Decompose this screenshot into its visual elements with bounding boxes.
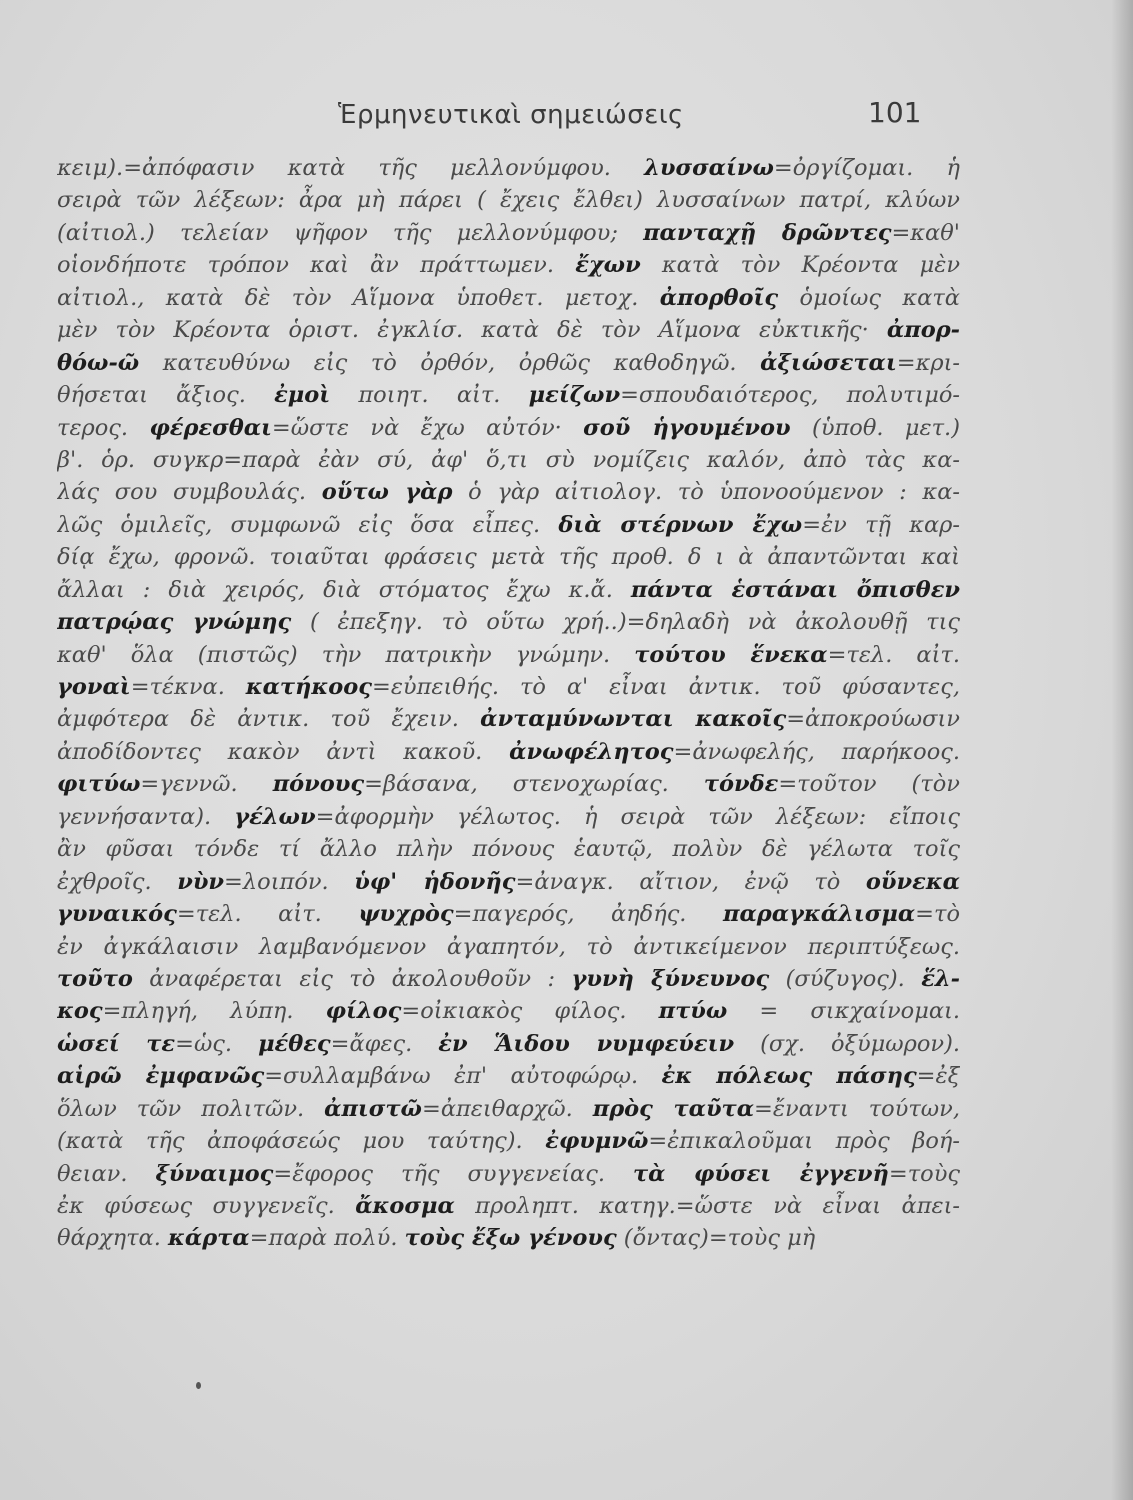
gloss-text: =εὐπειθής. τὸ α' εἶναι ἀντικ. τοῦ φύσαντες,: [372, 674, 960, 700]
gloss-text: ( ἐπεξηγ. τὸ οὕτω χρή..)=δηλαδὴ νὰ ἀκολουθῇ τις: [291, 609, 960, 636]
gloss-text: καθ' ὅλα (πιστῶς) τὴν πατρικὴν γνώμην.: [57, 641, 635, 668]
text-line: [57, 574, 960, 606]
gloss-text: =ἐπικαλοῦμαι πρὸς βοή-: [648, 1128, 960, 1155]
gloss-text: =βάσανα, στενοχωρίας.: [364, 771, 704, 798]
lemma-term: τοῦτο: [57, 965, 133, 992]
text-line: [57, 476, 960, 508]
gloss-text: ἂν φῦσαι τόνδε τί ἄλλο πλὴν πόνους ἑαυτῷ, πολὺν δὲ γέλωτα τοῖς: [57, 836, 960, 863]
gloss-text: =ἐν τῇ καρ-: [802, 511, 960, 538]
text-line: [57, 249, 960, 281]
gloss-text: ἄλλαι : διὰ χειρός, διὰ στόματος ἔχω κ.ἄ.: [57, 576, 631, 603]
gloss-text: =τελ. αἰτ.: [176, 901, 359, 928]
gloss-text: (κατὰ τῆς ἀποφάσεώς μου ταύτης).: [57, 1128, 546, 1155]
gloss-text: προληπτ. κατηγ.=ὥστε νὰ εἶναι ἀπει-: [454, 1193, 960, 1219]
gloss-text: =ἀποκρούωσιν: [786, 706, 960, 733]
gloss-text: γεννήσαντα).: [57, 803, 235, 830]
gloss-text: = σικχαίνομαι.: [727, 998, 960, 1025]
gloss-text: ἐχθροῖς.: [57, 868, 178, 895]
gloss-text: τερος.: [57, 414, 150, 441]
lemma-term: ψυχρὸς: [358, 901, 454, 928]
lemma-term: πτύω: [658, 998, 728, 1025]
lemma-term: σοῦ ἡγουμένου: [583, 414, 791, 441]
gloss-text: ἀποδίδοντες κακὸν ἀντὶ κακοῦ.: [57, 738, 510, 765]
running-header: [0, 96, 1133, 136]
gloss-text: =ὥστε νὰ ἔχω αὐτόν·: [271, 414, 584, 441]
gloss-text: =τέκνα.: [130, 674, 246, 700]
gloss-text: ὁμοίως κατὰ: [778, 284, 960, 311]
gloss-text: =ὡς.: [175, 1030, 259, 1057]
gloss-text: =γεννῶ.: [140, 771, 273, 798]
text-line: [57, 152, 960, 184]
gloss-text: (αἰτιολ.) τελείαν ψῆφον τῆς μελλονύμφου;: [57, 219, 644, 246]
lemma-term: ὑφ' ἡδονῆς: [354, 868, 516, 895]
lemma-term: διὰ στέρνων ἔχω: [558, 511, 803, 538]
lemma-term: γυνὴ ξύνευνος: [571, 965, 770, 992]
gloss-text: =τοὺς: [888, 1160, 960, 1187]
lemma-term: τόνδε: [703, 771, 779, 798]
text-line: [57, 1158, 960, 1190]
page-number: 101: [868, 96, 922, 129]
gloss-text: (σύζυγος).: [769, 965, 922, 992]
text-line: [57, 282, 960, 314]
lemma-term: πάντα ἑστάναι ὄπισθεν: [630, 576, 960, 603]
lemma-term: τούτου ἕνεκα: [634, 641, 828, 668]
gloss-text: =καθ': [891, 219, 960, 246]
gloss-text: μὲν τὸν Κρέοντα ὁριστ. ἐγκλίσ. κατὰ δὲ τὸν Αἵμονα εὐκτικῆς·: [57, 317, 887, 344]
lemma-term: θόω-ῶ: [57, 349, 140, 376]
gloss-text: (σχ. ὀξύμωρον).: [734, 1030, 960, 1057]
lemma-term: οὕνεκα: [865, 868, 960, 895]
text-line: [57, 866, 960, 898]
gloss-text: =οἰκιακὸς φίλος.: [401, 998, 659, 1025]
lemma-term: οὕτω γὰρ: [321, 479, 453, 506]
text-line: [57, 833, 960, 865]
text-line: [57, 1028, 960, 1060]
commentary-body: [57, 152, 960, 1255]
lemma-term: κάρτα: [168, 1225, 250, 1252]
gloss-text: =ὀργίζομαι. ἡ: [773, 155, 960, 181]
gloss-text: ἀναφέρεται εἰς τὸ ἀκολουθοῦν :: [132, 965, 572, 992]
gloss-text: =ἐξ: [916, 1063, 960, 1090]
lemma-term: πατρῴας γνώμης: [57, 609, 292, 636]
lemma-term: ἐκ πόλεως πάσης: [661, 1063, 917, 1090]
gloss-text: =πληγή, λύπη.: [102, 998, 326, 1025]
gloss-text: κειμ).=ἀπόφασιν κατὰ τῆς μελλονύμφου.: [57, 155, 645, 181]
gloss-text: =παγερός, ἀηδής.: [453, 901, 723, 928]
gloss-text: =ἔναντι τούτων,: [754, 1095, 960, 1122]
lemma-term: ἐν Ἅιδου νυμφεύειν: [438, 1030, 735, 1057]
lemma-term: ἀπιστῶ: [324, 1095, 422, 1122]
text-line: [57, 1125, 960, 1157]
running-title: Ἑρμηνευτικαὶ σημειώσεις: [338, 100, 684, 130]
lemma-term: φιτύω: [57, 771, 141, 798]
text-line: [57, 347, 960, 379]
lemma-term: κατήκοος: [245, 674, 372, 700]
lemma-term: μείζων: [528, 382, 621, 409]
text-line: [57, 541, 960, 573]
text-line: [57, 444, 960, 476]
lemma-term: τὰ φύσει ἐγγενῆ: [632, 1160, 889, 1187]
gloss-text: =τὸ: [915, 901, 960, 928]
gloss-text: =ἀπειθαρχῶ.: [421, 1095, 593, 1122]
text-line: [57, 412, 960, 444]
gloss-text: λῶς ὁμιλεῖς, συμφωνῶ εἰς ὅσα εἶπες.: [57, 511, 559, 538]
text-line: [57, 606, 960, 638]
gloss-text: ἐκ φύσεως συγγενεῖς.: [57, 1193, 356, 1219]
lemma-term: ἀνταμύνωνται κακοῖς: [480, 706, 787, 733]
text-line: [57, 1060, 960, 1092]
lemma-term: πανταχῇ δρῶντες: [643, 219, 892, 246]
lemma-term: ἐφυμνῶ: [545, 1128, 649, 1155]
lemma-term: τοὺς ἔξω γένους: [404, 1225, 617, 1252]
lemma-term: ἕλ-: [921, 965, 960, 992]
lemma-term: γυναικός: [57, 901, 177, 928]
text-line: [57, 1190, 960, 1222]
lemma-term: λυσσαίνω: [644, 155, 774, 181]
text-line: [57, 801, 960, 833]
text-line: [57, 703, 960, 735]
lemma-term: ἄκοσμα: [355, 1193, 455, 1219]
text-line: [57, 1222, 960, 1254]
gloss-text: =ἄφες.: [330, 1030, 439, 1057]
gloss-text: =ἔφορος τῆς συγγενείας.: [273, 1160, 633, 1187]
text-line: [57, 898, 960, 930]
gloss-text: κατὰ τὸν Κρέοντα μὲν: [640, 252, 960, 279]
text-line: [57, 217, 960, 249]
print-speck: [196, 1382, 201, 1389]
gloss-text: =συλλαμβάνω ἐπ' αὐτοφώρῳ.: [264, 1063, 662, 1090]
text-line: [57, 379, 960, 411]
gloss-text: ποιητ. αἰτ.: [330, 382, 529, 409]
lemma-term: ἀπορθοῖς: [659, 284, 779, 311]
gloss-text: δίᾳ ἔχω, φρονῶ. τοιαῦται φράσεις μετὰ τῆς προθ. δ ι ὰ ἀπαντῶνται καὶ: [57, 544, 960, 571]
text-line: [57, 995, 960, 1027]
lemma-term: ὡσεί τε: [57, 1030, 176, 1057]
gloss-text: αἰτιολ., κατὰ δὲ τὸν Αἵμονα ὑποθετ. μετοχ.: [57, 284, 660, 311]
lemma-term: ἀπορ-: [886, 317, 960, 344]
lemma-term: γέλων: [234, 803, 316, 830]
text-line: [57, 314, 960, 346]
gloss-text: ὁ γὰρ αἰτιολογ. τὸ ὑπονοούμενον : κα-: [452, 479, 960, 506]
gloss-text: ὅλων τῶν πολιτῶν.: [57, 1095, 325, 1122]
text-line: [57, 1093, 960, 1125]
lemma-term: παραγκάλισμα: [723, 901, 916, 928]
lemma-term: ἔχων: [575, 252, 641, 279]
gloss-text: λάς σου συμβουλάς.: [57, 479, 322, 506]
gloss-text: θήσεται ἄξιος.: [57, 382, 275, 409]
gloss-text: =ἀνωφελής, παρήκοος.: [673, 738, 960, 765]
text-line: [57, 963, 960, 995]
gloss-text: =παρὰ πολύ.: [249, 1225, 405, 1252]
lemma-term: νὺν: [177, 868, 225, 895]
gloss-text: ἀμφότερα δὲ ἀντικ. τοῦ ἔχειν.: [57, 706, 481, 733]
lemma-term: πρὸς ταῦτα: [592, 1095, 755, 1122]
lemma-term: μέθες: [258, 1030, 331, 1057]
gloss-text: =τοῦτον (τὸν: [778, 771, 960, 798]
lemma-term: ἀξιώσεται: [760, 349, 897, 376]
text-line: [57, 639, 960, 671]
lemma-term: κος: [57, 998, 103, 1025]
lemma-term: φέρεσθαι: [149, 414, 272, 441]
gloss-text: σειρὰ τῶν λέξεων: ἆρα μὴ πάρει ( ἔχεις ἔλθει) λυσσαίνων πατρί, κλύων: [57, 187, 960, 214]
gloss-text: =κρι-: [896, 349, 960, 376]
lemma-term: φίλος: [325, 998, 402, 1025]
gloss-text: θειαν.: [57, 1160, 156, 1187]
gloss-text: =λοιπόν.: [224, 868, 355, 895]
gloss-text: οἱονδήποτε τρόπον καὶ ἂν πράττωμεν.: [57, 252, 576, 279]
text-line: [57, 768, 960, 800]
lemma-term: πόνους: [272, 771, 365, 798]
gloss-text: (ὑποθ. μετ.): [790, 414, 960, 441]
text-line: [57, 931, 960, 963]
gloss-text: β'. ὁρ. συγκρ=παρὰ ἐὰν σύ, ἀφ' ὅ,τι σὺ νομίζεις καλόν, ἀπὸ τὰς κα-: [57, 446, 960, 473]
gloss-text: =τελ. αἰτ.: [827, 641, 960, 668]
text-line: [57, 671, 960, 703]
lemma-term: γοναὶ: [57, 674, 131, 700]
lemma-term: ξύναιμος: [155, 1160, 274, 1187]
text-line: [57, 509, 960, 541]
gloss-text: =ἀφορμὴν γέλωτος. ἡ σειρὰ τῶν λέξεων: εἴποις: [315, 803, 960, 830]
gloss-text: (ὄντας)=τοὺς μὴ: [616, 1225, 816, 1252]
gloss-text: θάρχητα.: [57, 1225, 169, 1252]
text-line: [57, 736, 960, 768]
lemma-term: αἱρῶ ἐμφανῶς: [57, 1063, 265, 1090]
gloss-text: =σπουδαιότερος, πολυτιμό-: [620, 382, 960, 409]
text-line: [57, 184, 960, 216]
gloss-text: κατευθύνω εἰς τὸ ὀρθόν, ὀρθῶς καθοδηγῶ.: [139, 349, 761, 376]
lemma-term: ἐμοὶ: [274, 382, 331, 409]
gloss-text: ἐν ἀγκάλαισιν λαμβανόμενον ἀγαπητόν, τὸ ἀντικείμενον περιπτύξεως.: [57, 933, 960, 960]
gloss-text: =ἀναγκ. αἴτιον, ἐνῷ τὸ: [515, 868, 866, 895]
lemma-term: ἀνωφέλητος: [509, 738, 674, 765]
